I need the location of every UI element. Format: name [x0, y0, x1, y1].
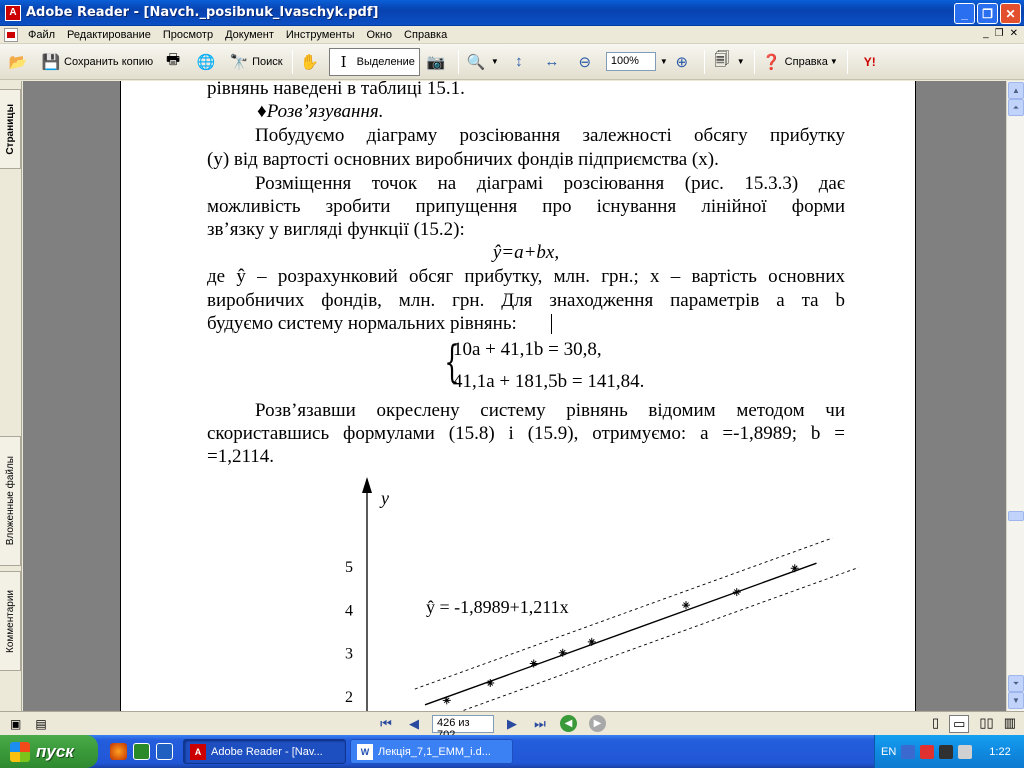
search-label: Поиск [252, 55, 283, 68]
globe-mail-icon: 🌐 [196, 53, 216, 71]
y-tick-label: 4 [345, 602, 353, 620]
page-number-input[interactable]: 426 из [432, 715, 494, 733]
zoom-in-tool-button[interactable] [462, 48, 503, 76]
menu-tools[interactable]: Инструменты [285, 28, 355, 41]
tab-pages[interactable] [0, 89, 21, 169]
menu-document[interactable]: Документ [225, 28, 274, 41]
scroll-down-icon[interactable]: ▼ [1008, 692, 1024, 709]
start-label: пуск [36, 741, 74, 761]
y-axis-label: y [381, 488, 389, 508]
open-button[interactable] [4, 48, 35, 76]
panel-toggle-icon[interactable]: ▣ [10, 716, 22, 731]
page-rotate-icon: 🗐 [714, 51, 730, 68]
document-view[interactable] [23, 81, 1006, 711]
back-button[interactable]: ◀ [560, 715, 577, 732]
menu-edit[interactable]: Редактирование [67, 28, 151, 41]
text-line: =1,2114. [207, 446, 275, 467]
menu-window[interactable]: Окно [366, 28, 393, 41]
solution-heading: ♦Розв’язування. [257, 101, 384, 122]
tab-attachments-label: Вложенные файлы [4, 456, 16, 546]
snapshot-button[interactable] [422, 48, 453, 76]
select-tool-button[interactable] [329, 48, 420, 76]
y-tick-label: 2 [345, 689, 353, 706]
text-line: рівнянь наведені в таблиці 15.1. [207, 81, 465, 99]
data-point [682, 601, 690, 609]
toolbar-separator [458, 50, 459, 74]
quick-launch [110, 743, 173, 760]
y-axis-arrow [362, 477, 372, 493]
language-indicator[interactable]: EN [881, 745, 897, 758]
chevron-down-icon: ▼ [736, 57, 745, 66]
text-line: де ŷ – розрахунковий обсяг прибутку, млн. грн.; x – вартість основних [207, 266, 845, 287]
data-point [791, 564, 799, 572]
zoom-in-button[interactable] [668, 48, 699, 76]
close-button[interactable]: ✕ [1000, 3, 1021, 24]
properties-icon[interactable]: ▤ [35, 716, 47, 731]
prev-page-button[interactable]: ◀ [409, 715, 419, 731]
select-label: Выделение [356, 55, 415, 68]
print-button[interactable] [159, 48, 190, 76]
tab-attachments[interactable] [0, 436, 21, 566]
text-line: Побудуємо діаграму розсіювання залежності обсягу прибутку [255, 125, 845, 146]
data-point [733, 588, 741, 596]
save-copy-label: Сохранить копию [64, 55, 154, 68]
continuous-icon[interactable]: ▭ [949, 715, 969, 733]
chevron-down-icon: ▼ [490, 57, 499, 66]
doc-close-button[interactable]: ✕ [1009, 28, 1018, 39]
chevron-down-icon: ▼ [829, 57, 838, 66]
yahoo-button[interactable] [851, 48, 892, 76]
email-button[interactable] [192, 48, 223, 76]
toolbar-separator [847, 50, 848, 74]
text-line: Розміщення точок на діаграмі розсіювання (рис. 15.3.3) дає [255, 173, 845, 194]
menu-help[interactable]: Справка [404, 28, 448, 41]
app-h-icon[interactable] [133, 743, 150, 760]
text-line: будуємо систему нормальних рівнянь: [207, 313, 517, 334]
title-bar [0, 0, 1024, 26]
rotate-button[interactable] [708, 48, 749, 76]
windows-flag-icon [10, 742, 30, 762]
toolbar-separator [754, 50, 755, 74]
magnifier-icon: 🔍 [466, 53, 486, 71]
text-line: зв’язку у вигляді функції (15.2): [207, 219, 465, 240]
navigation-panel [0, 81, 22, 711]
toolbar [0, 44, 1024, 80]
yahoo-icon: Y! [863, 54, 876, 69]
y-tick-label: 3 [345, 645, 353, 663]
restore-button[interactable]: ❐ [977, 3, 998, 24]
toolbar-separator [704, 50, 705, 74]
fit-page-icon: ↕ [515, 53, 523, 70]
equation-2: 41,1a + 181,5b = 141,84. [453, 371, 645, 392]
toolbar-separator [292, 50, 293, 74]
antivirus-icon[interactable] [939, 745, 953, 759]
zoom-dropdown-icon[interactable]: ▼ [659, 57, 668, 66]
document-icon[interactable] [4, 28, 18, 42]
adobe-reader-icon: A [5, 5, 21, 21]
folder-open-icon: 📂 [8, 53, 28, 71]
task-adobe-reader[interactable] [183, 739, 346, 764]
volume-icon[interactable] [958, 745, 972, 759]
zoom-in-icon: ⊕ [675, 53, 689, 71]
fit-width-icon: ↔ [544, 53, 560, 70]
save-copy-button[interactable] [37, 48, 157, 76]
scatter-chart [121, 471, 916, 711]
equation-brace: { [444, 337, 460, 388]
menu-bar [0, 26, 1024, 44]
first-page-button[interactable]: ⏮ [380, 715, 392, 731]
text-caret [551, 314, 552, 334]
text-line: Розв’язавши окреслену систему рівнянь відомим методом чи [255, 400, 845, 421]
browser-icon[interactable] [156, 743, 173, 760]
data-point [588, 638, 596, 646]
scroll-page-down-icon[interactable]: ⏷ [1008, 675, 1024, 692]
scroll-up-icon[interactable]: ▲ [1008, 82, 1024, 99]
y-tick-label: 5 [345, 559, 353, 577]
regression-equation: ŷ = -1,8989+1,211x [426, 597, 569, 617]
regression-line [425, 563, 817, 705]
camera-icon: 📷 [426, 53, 446, 71]
menu-view[interactable]: Просмотр [162, 28, 214, 41]
zoom-out-icon: ⊖ [578, 53, 592, 71]
menu-file[interactable]: Файл [28, 28, 56, 41]
tab-comments-label: Комментарии [4, 589, 16, 653]
text-line: скориставшись формулами (15.8) і (15.9), отримуємо: a =-1,8989; b = [207, 423, 845, 444]
fit-width-button[interactable] [538, 48, 569, 76]
status-bar [0, 711, 1024, 735]
adobe-reader-icon: A [190, 744, 206, 760]
search-button[interactable] [225, 48, 286, 76]
forward-button[interactable]: ▶ [589, 715, 606, 732]
next-page-button[interactable]: ▶ [507, 715, 517, 731]
clock: 1:22 [989, 745, 1011, 758]
task-label: Лекція_7,1_ЕММ_i.d... [378, 745, 491, 758]
doc-restore-button[interactable]: ❐ [994, 28, 1004, 39]
zoom-out-button[interactable] [571, 48, 602, 76]
formula: ŷ=a+bx, [492, 242, 560, 263]
tab-comments[interactable] [0, 571, 21, 671]
hand-tool-button[interactable] [296, 48, 327, 76]
task-word-document[interactable] [350, 739, 513, 764]
vertical-scrollbar[interactable] [1006, 81, 1024, 711]
text-line: можливість зробити припущення про існування лінійної форми [207, 196, 845, 217]
word-icon: W [357, 744, 373, 760]
last-page-button[interactable]: ⏭ [534, 715, 546, 731]
scroll-page-up-icon[interactable]: ⏶ [1008, 99, 1024, 116]
equation-1: 10a + 41,1b = 30,8, [453, 339, 602, 360]
help-label: Справка [784, 55, 828, 68]
task-label: Adobe Reader - [Nav... [211, 745, 323, 758]
pdf-page[interactable] [120, 81, 916, 711]
fit-page-button[interactable] [505, 48, 536, 76]
help-button[interactable] [758, 48, 842, 76]
text-cursor-icon: I [340, 52, 347, 71]
window-title: Adobe Reader - [Navch._posibnuk_Ivaschyk.pdf] [26, 5, 379, 20]
system-tray [874, 735, 1024, 768]
doc-minimize-button[interactable]: _ [983, 28, 989, 39]
scroll-thumb[interactable] [1008, 511, 1024, 521]
minimize-button[interactable]: _ [954, 3, 975, 24]
single-page-icon[interactable]: ▯ [931, 714, 940, 730]
start-button[interactable] [0, 735, 98, 768]
help-icon: ❓ [762, 53, 782, 71]
security-icon[interactable] [920, 745, 934, 759]
hand-icon: ✋ [300, 53, 319, 71]
confidence-band-line [441, 567, 859, 711]
binoculars-icon: 🔭 [229, 53, 249, 71]
taskbar [0, 735, 1024, 768]
zoom-level-input[interactable]: 100% [606, 52, 656, 71]
firefox-icon[interactable] [110, 743, 127, 760]
text-line: виробничих фондів, млн. грн. Для знаходження параметрів a та b [207, 290, 845, 311]
facing-icon[interactable]: ▯▯ [979, 714, 994, 730]
continuous-facing-icon[interactable]: ▥ [1003, 714, 1016, 730]
text-line: (y) від вартості основних виробничих фондів підприємства (x). [207, 149, 719, 170]
save-icon: 💾 [41, 53, 61, 71]
network-icon[interactable] [901, 745, 915, 759]
printer-icon: 🖶 [166, 51, 181, 68]
tab-pages-label: Страницы [4, 103, 16, 155]
